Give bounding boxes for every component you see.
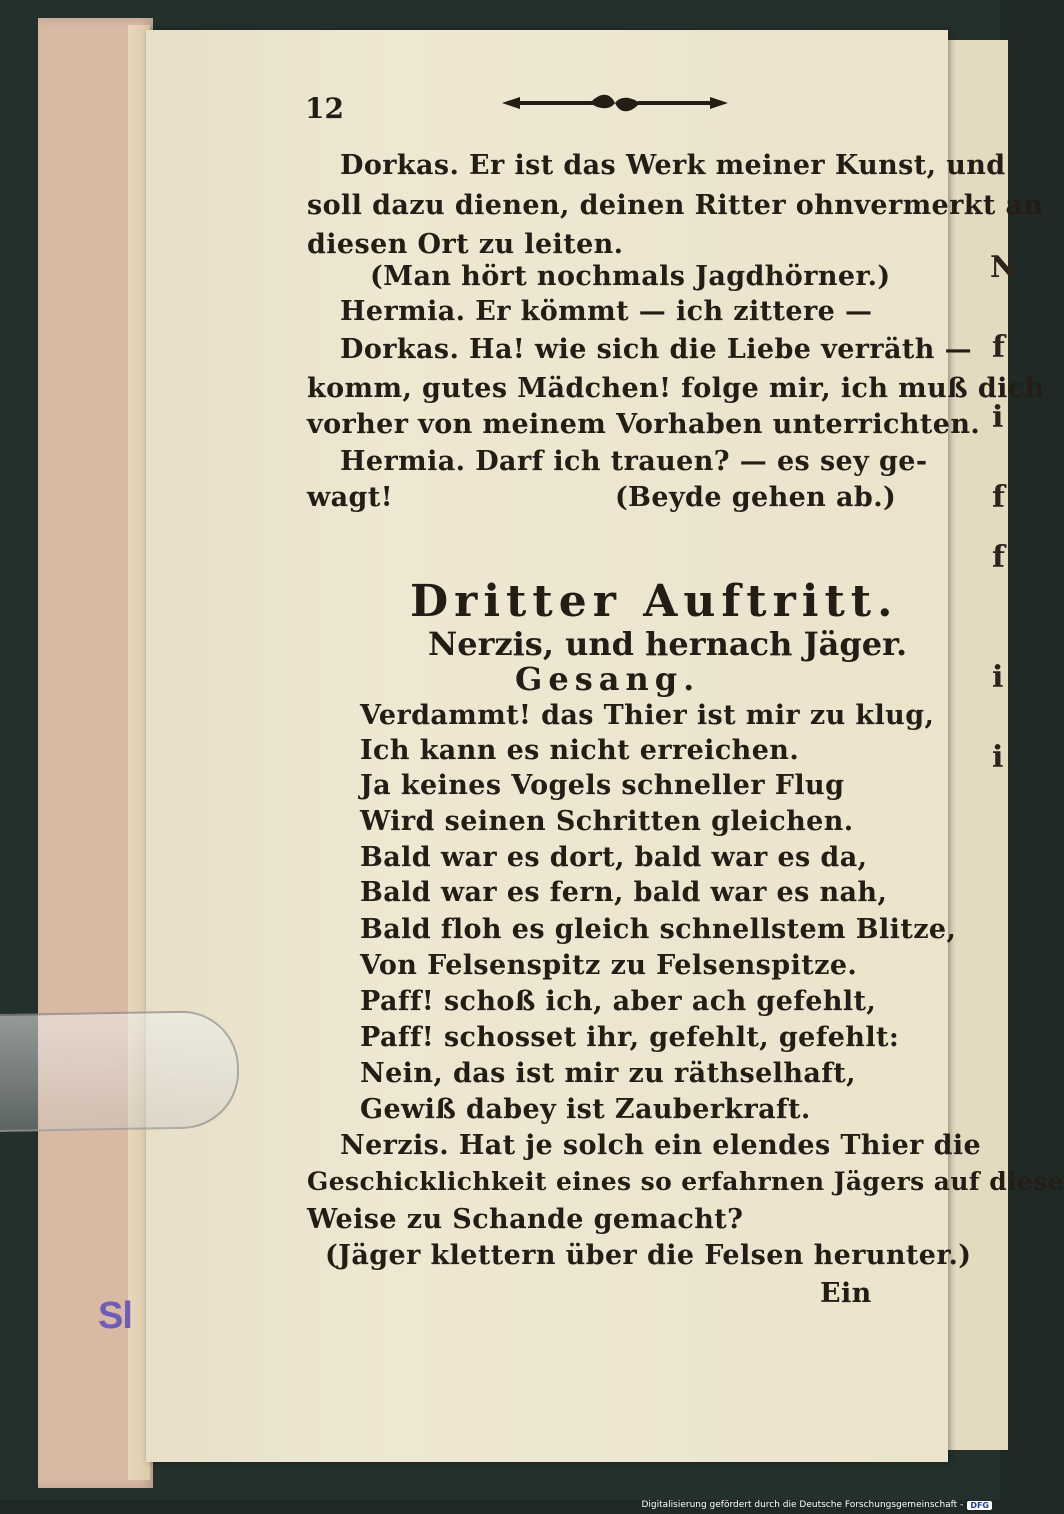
text-line: diesen Ort zu leiten. [307,229,624,260]
footer-credit: Digitalisierung gefördert durch die Deutsche Forschungsgemeinschaft - [641,1500,964,1510]
verse-line: Gewiß dabey ist Zauberkraft. [360,1094,811,1125]
verse-line: Von Felsenspitz zu Felsenspitze. [360,950,858,981]
verse-line: Ja keines Vogels schneller Flug [360,770,845,801]
verse-line: Bald war es dort, bald war es da, [360,842,868,873]
verse-line: Verdammt! das Thier ist mir zu klug, [360,700,935,731]
verse-line: Paff! schosset ihr, gefehlt, gefehlt: [360,1022,900,1053]
stage-direction: (Man hört nochmals Jagdhörner.) [370,261,891,292]
text-line: vorher von meinem Vorhaben unterrichten. [307,409,981,440]
stage-direction: (Jäger klettern über die Felsen herunter.) [325,1240,972,1271]
text-line: komm, gutes Mädchen! folge mir, ich muß dich [307,373,1045,404]
scene-heading: Dritter Auftritt. [410,576,899,627]
verse-line: Bald war es fern, bald war es nah, [360,877,888,908]
text-line: wagt! [307,482,393,513]
stage-direction: (Beyde gehen ab.) [615,482,897,513]
page-number: 12 [305,92,344,125]
text-line: soll dazu dienen, deinen Ritter ohnvermerkt an [307,190,1044,221]
scene-persons: Nerzis, und hernach Jäger. [428,625,908,663]
text-line: Hermia. Er kömmt — ich zittere — [340,296,873,327]
dfg-logo: DFG [967,1501,992,1510]
text-line: Dorkas. Ha! wie sich die Liebe verräth — [340,334,973,365]
library-stamp: Sl [98,1295,132,1337]
ornament-rule-icon [500,92,730,114]
catchword: Ein [820,1278,872,1309]
footer-bar [641,1498,992,1512]
verse-line: Wird seinen Schritten gleichen. [360,806,854,837]
text-line: Nerzis. Hat je solch ein elendes Thier die [340,1130,982,1161]
text-line: Hermia. Darf ich trauen? — es sey ge- [340,446,928,477]
page-holder-clip [0,1010,240,1132]
verse-line: Bald floh es gleich schnellstem Blitze, [360,914,957,945]
adjacent-page: N f i f f i i [948,40,1008,1450]
text-line: Geschicklichkeit eines so erfahrnen Jägers auf diese [307,1167,1064,1196]
text-line: Weise zu Schande gemacht? [307,1204,744,1235]
verse-line: Paff! schoß ich, aber ach gefehlt, [360,986,877,1017]
verse-line: Nein, das ist mir zu räthselhaft, [360,1058,856,1089]
verse-line: Ich kann es nicht erreichen. [360,735,800,766]
song-title: Gesang. [515,660,701,698]
text-line: Dorkas. Er ist das Werk meiner Kunst, und [340,150,1006,181]
